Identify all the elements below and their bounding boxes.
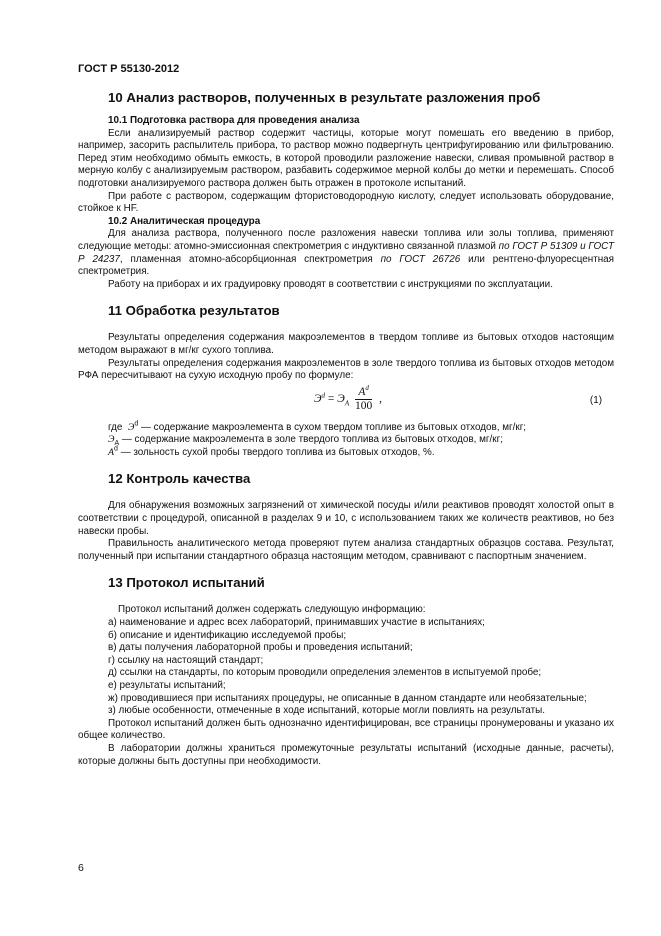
formula-expression: $Э^d = Э_A$ $\frac{A^d}{100}$ , — [314, 383, 382, 412]
subsection-10-2-heading: 10.2 Аналитическая процедура — [108, 215, 261, 227]
subsection-10-1-heading: 10.1 Подготовка раствора для проведения анализа — [108, 115, 360, 126]
page-content — [78, 90, 614, 768]
list-item: е) результаты испытаний; — [108, 680, 226, 691]
list-item: а) наименование и адрес всех лабораторий, принимавших участие в испытаниях; — [108, 617, 485, 629]
paragraph: Результаты определения содержания макроэлементов в золе твердого топлива из бытовых отходов методом РФА пересчитывают на сухую исходную пробу по формуле: — [78, 357, 614, 382]
section-11-heading: 11 Обработка результатов — [108, 303, 280, 319]
paragraph: Работу на приборах и их градуировку проводят в соответствии с инструкциями по эксплуатации. — [108, 278, 553, 290]
paragraph-methods: Для анализа раствора, полученного после разложения навески топлива или золы топлива, применяют следующие методы: атомно-эмиссионная спектрометрия с индуктивно связанной плазмой по ГОСТ Р 51309 и ГОСТ Р 24237, пламенная атомно-абсорбционная спектрометрия по ГОСТ 26726 или рентгено-флуоресцентная спектрометрия. — [78, 228, 615, 278]
page-number: 6 — [78, 862, 84, 874]
formula-1 — [78, 383, 614, 420]
paragraph: Протокол испытаний должен содержать следующую информацию: — [118, 604, 426, 616]
paragraph: Результаты определения содержания макроэлементов в твердом топливе из бытовых отходов настоящим методом выражают в мг/кг сухого топлива. — [78, 332, 614, 356]
list-item: в) даты получения лабораторной пробы и проведения испытаний; — [108, 642, 413, 654]
definition: $Э_A$ — содержание макроэлемента в золе твердого топлива из бытовых отходов, мг/кг; — [108, 434, 503, 448]
paragraph: Протокол испытаний должен быть однозначно идентифицирован, все страницы пронумерованы и указано их общее количество. — [78, 717, 614, 742]
section-13-heading: 13 Протокол испытаний — [108, 575, 265, 591]
document-code: ГОСТ Р 55130-2012 — [78, 63, 180, 75]
list-item: г) ссылку на настоящий стандарт; — [108, 654, 264, 666]
standard-reference: по ГОСТ 26726 — [380, 253, 461, 265]
formula-fraction: $\frac{A^d}{100}$ — [354, 383, 373, 412]
formula-number: (1) — [589, 394, 602, 406]
section-10-heading: 10 Анализ растворов, полученных в результате разложения проб — [108, 90, 541, 105]
section-12-heading: 12 Контроль качества — [108, 471, 251, 487]
definition: где $Э^d$ — содержание макроэлемента в сухом твердом топливе из бытовых отходов, мг/кг; — [108, 420, 527, 433]
list-item: ж) проводившиеся при испытаниях процедуры, не описанные в данном стандарте или необязательные; — [108, 692, 587, 704]
paragraph: В лаборатории должны храниться промежуточные результаты испытаний (исходные данные, расчеты), которые должны быть доступны при необходимости. — [78, 742, 614, 767]
paragraph: Для обнаружения возможных загрязнений от химической посуды и/или реактивов проводят холостой опыт в соответствии с процедурой, описанной в разделах 9 и 10, с использованием таких же количеств реактивов, но без навески пробы. — [78, 500, 614, 537]
paragraph: Правильность аналитического метода проверяют путем анализа стандартных образцов состава. Результат, полученный при испытании стандартного образца настоящим методом, сравнивают с паспортным значением. — [78, 538, 614, 562]
paragraph: Если анализируемый раствор содержит частицы, которые могут помешать его введению в прибор, например, засорить распылитель прибора, то раствор можно подвергнуть центрифугированию или фильтрованию. Перед этим необходимо обмыть емкость, в которой проводили разложение навески, сливая промывной раствор в мерную колбу с анализируемым раствором, разбавить содержимое мерной колбы до метки и перемешать. Способ подготовки анализируемого раствора должен быть отражен в протоколе испытаний. — [78, 127, 614, 189]
list-item: д) ссылки на стандарты, по которым проводили определения элементов в испытуемой пробе; — [108, 667, 542, 679]
list-item: б) описание и идентификацию исследуемой пробы; — [108, 629, 347, 641]
paragraph: При работе с раствором, содержащим фтористоводородную кислоту, следует использовать оборудование, стойкое к HF. — [78, 190, 614, 215]
definition: $A^d$ — зольность сухой пробы твердого топлива из бытовых отходов, %. — [108, 445, 435, 458]
standard-reference: по ГОСТ Р 51309 и ГОСТ Р 24237 — [78, 240, 614, 265]
list-item: з) любые особенности, отмеченные в ходе испытаний, которые могли повлиять на результаты. — [108, 705, 545, 717]
